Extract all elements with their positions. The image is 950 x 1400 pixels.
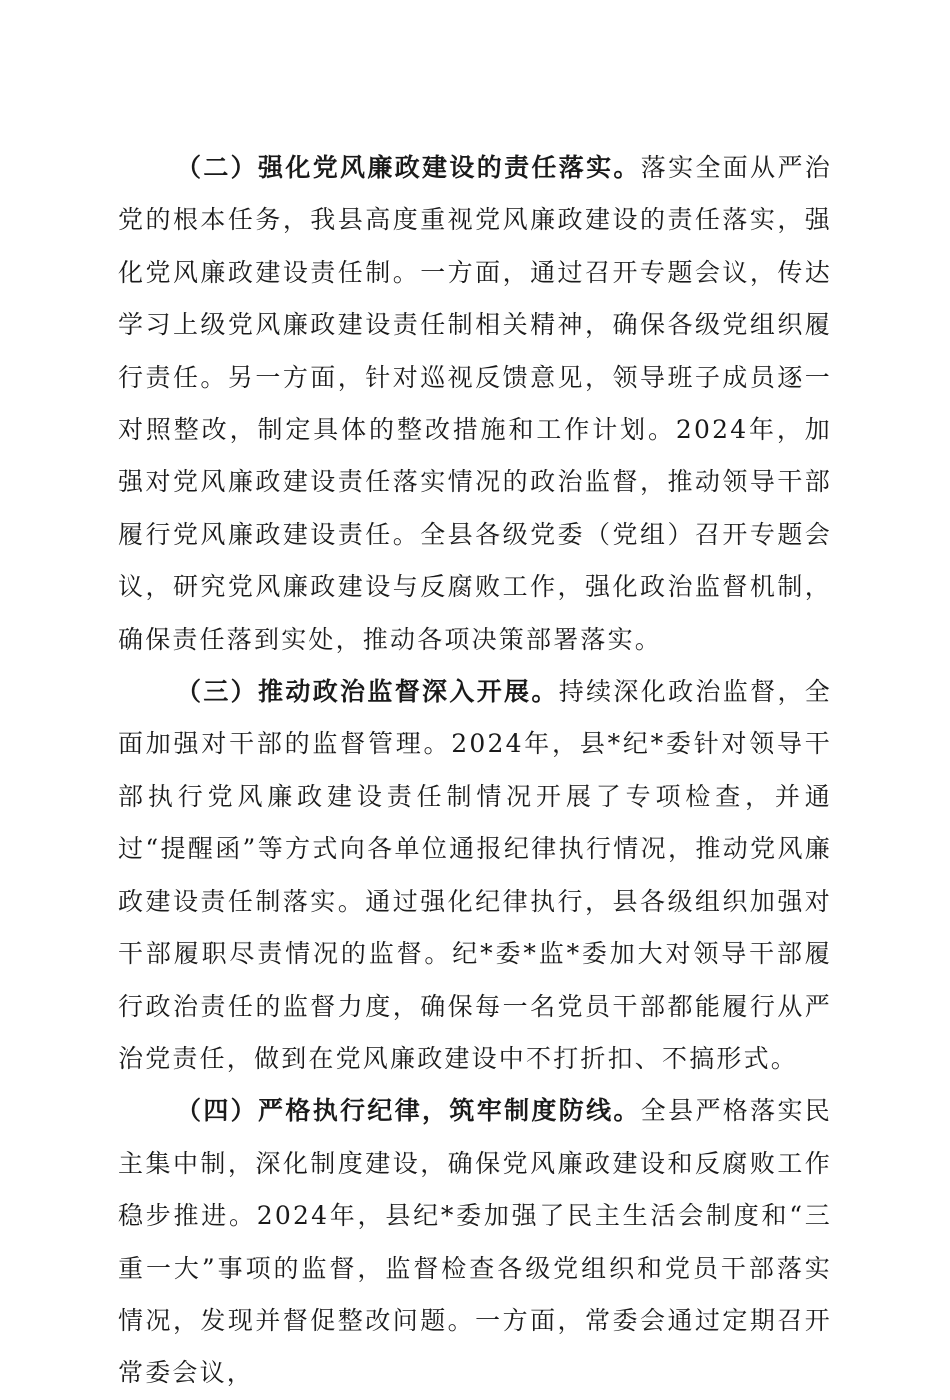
section-heading-4: （四）严格执行纪律，筑牢制度防线。 [176,1096,641,1126]
paragraph-supervision [118,666,832,1085]
section-heading-2: （二）强化党风廉政建设的责任落实。 [176,153,641,182]
document-body [118,142,832,1400]
paragraph-discipline [118,1085,832,1399]
paragraph-text: 全县严格落实民主集中制，深化制度建设，确保党风廉政建设和反腐败工作稳步推进。2024年，县纪*委加强了民主生活会制度和“三重一大”事项的监督，监督检查各级党组织和党员干部落实情况，发现并督促整改问题。一方面，常委会通过定期召开常委会议， [118,1096,832,1388]
paragraph-text: 落实全面从严治党的根本任务，我县高度重视党风廉政建设的责任落实，强化党风廉政建设责任制。一方面，通过召开专题会议，传达学习上级党风廉政建设责任制相关精神，确保各级党组织履行责任。另一方面，针对巡视反馈意见，领导班子成员逐一对照整改，制定具体的整改措施和工作计划。2024年，加强对党风廉政建设责任落实情况的政治监督，推动领导干部履行党风廉政建设责任。全县各级党委（党组）召开专题会议，研究党风廉政建设与反腐败工作，强化政治监督机制，确保责任落到实处，推动各项决策部署落实。 [118,153,832,654]
paragraph-responsibility [118,142,832,666]
paragraph-text: 持续深化政治监督，全面加强对干部的监督管理。2024年，县*纪*委针对领导干部执行党风廉政建设责任制情况开展了专项检查，并通过“提醒函”等方式向各单位通报纪律执行情况，推动党风廉政建设责任制落实。通过强化纪律执行，县各级组织加强对干部履职尽责情况的监督。纪*委*监*委加大对领导干部履行政治责任的监督力度，确保每一名党员干部都能履行从严治党责任，做到在党风廉政建设中不打折扣、不搞形式。 [118,677,832,1073]
section-heading-3: （三）推动政治监督深入开展。 [176,677,559,707]
